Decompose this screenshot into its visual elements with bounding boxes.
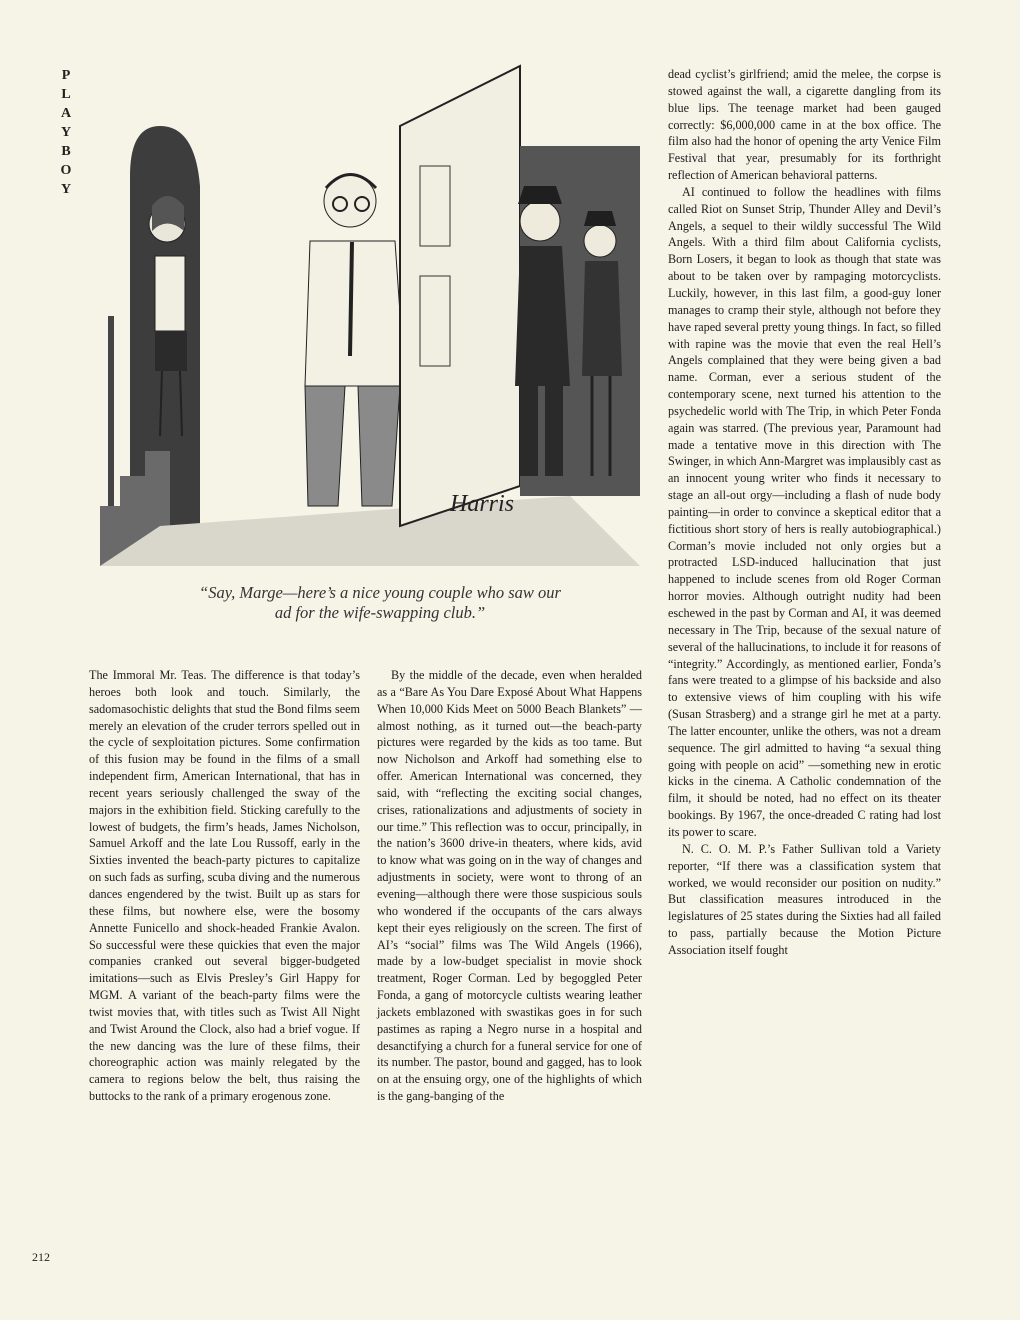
policeman-head (520, 201, 560, 241)
page-number: 212 (32, 1250, 50, 1264)
text-column-1 (89, 667, 360, 1105)
column-1-paragraph-1: The Immoral Mr. Teas. The difference is that today’s heroes both look and touch. Similarly, the sadomasochistic delights that stud the Bond films seem merely an elevation of the cruder terrors spelled out in the cycle of sexploitation pictures. Some confirmation of this fusion may be found in the films of a small independent firm, American International, that has in recent years seriously challenged the sway of the majors in the exhibition field. Sticking carefully to the lowest of budgets, the firm’s heads, James Nicholson, Samuel Arkoff and the late Lou Russoff, early in the Sixties invented the beach-party pictures to capitalize on such fads as surfing, scuba diving and the numerous dances engendered by the twist. Built up as stars for these films, but nowhere else, were the bosomy Annette Funicello and shock-headed Frankie Avalon. So successful were these quickies that even the major companies cranked out several bigger-budgeted imitations—such as Elvis Presley’s Girl Happy for MGM. A variant of the beach-party films were the twist movies that, with titles such as Twist All Night and Twist Around the Clock, also had a brief vogue. If the new dancing was the lure of these films, their choreographic action was mainly relegated by the camera to regions below the belt, thus raising the buttocks to the rank of a primary erogenous zone. (89, 668, 360, 1104)
caption-line-2: ad for the wife-swapping club.” (274, 603, 486, 622)
cartoon-illustration (100, 56, 640, 566)
text-column-3 (668, 66, 941, 959)
masthead: P L A Y B O Y (60, 68, 72, 197)
cartoon-signature: Harris (450, 491, 515, 517)
cartoon-caption (110, 583, 650, 623)
column-3-paragraph-1: dead cyclist’s girlfriend; amid the melee, the corpse is stowed against the wall, a cigarette dangling from its blue lips. The teenage market had been gauged correctly: $6,000,000 came in at the box office. The film also had the honor of opening the arty Venice Film Festival that year, presumably for its forthright reflection of American behavioral patterns. (668, 67, 941, 183)
column-2-paragraph-1: By the middle of the decade, even when heralded as a “Bare As You Dare Exposé About What Happens When 10,000 Kids Meet on 5000 Beach Blankets” —almost nothing, as it turned out—the beach-party pictures were regarded by the kids as too tame. But now Nicholson and Arkoff had something else to offer. American International was concerned, they said, with “reflecting the exciting social changes, crises, rationalizations and adjustments of society in our time.” This reflection was to occur, principally, in the nation’s 3600 drive-in theaters, where kids, avid to know what was going on in the way of changes and adjustments in society, were wont to throng of an evening—although there were those suspicious souls who wondered if the occupants of the cars always kept their eyes religiously on the screen. The first of AI’s “social” films was The Wild Angels (1966), made by a low-budget specialist in movie shock treatment, Roger Corman. Led by begoggled Peter Fonda, a gang of motorcycle cultists wearing leather jackets emblazoned with swastikas goes in for such pastimes as raping a Negro nurse in a hospital and desanctifying a church for a funeral service for one of its number. The pastor, bound and gagged, has to look on at the ensuing orgy, one of the highlights of which is the gang-banging of the (377, 668, 642, 1104)
policewoman-head (584, 225, 616, 257)
caption-line-1: “Say, Marge—here’s a nice young couple who saw our (199, 583, 561, 602)
text-column-2 (377, 667, 642, 1105)
column-3-paragraph-3: N. C. O. M. P.’s Father Sullivan told a Variety reporter, “If there was a classification system that worked, we would reconsider our position on nudity.” But classification measures introduced in the legislatures of 25 states during the Sixties had all failed to pass, partially because the Motion Picture Association itself fought (668, 841, 941, 957)
column-3-paragraph-2: AI continued to follow the headlines with films called Riot on Sunset Strip, Thunder Alley and Devil’s Angels, a sequel to their wildly successful The Wild Angels. With a third film about California cyclists, Born Losers, it began to look as though that state was about to be taken over by rampaging motorcyclists. Luckily, however, in this last film, a good-guy loner manages to cramp their style, although not before they have raped several pretty young things. In fact, so filled with rapine was the movie that even the real Hell’s Angels complained that they were being given a bad name. Corman, ever a serious student of the contemporary scene, next turned his attention to the psychedelic world with The Trip, in which Peter Fonda again was starred. (The previous year, Paramount had made a tentative move in this direction with The Swinger, in which Ann-Margret was implausibly cast as an innocent young writer who finds it necessary to stage an all-out orgy—including a flash of nude body painting—in order to convince a skeptical editor that a fictitious short story of hers is really autobiographical.) Corman’s movie included not only orgies but a protracted LSD-induced hallucination that just happened to include scenes from old Roger Corman horror movies. Although outright nudity had been eschewed in the past by Corman and AI, it was deemed necessary in The Trip, because of the sexual nature of several of the hallucinations, to include it for reasons of “integrity.” Accordingly, as mentioned earlier, Fonda’s fans were treated to a glimpse of his backside and also to extensive views of him coupling with his wife (Susan Strasberg) and a strange girl he met at a party. The latter encounter, unlike the others, was not a dream sequence. The girl admitted to having “a sexual thing going with people on acid” —something new in erotic kicks in the cinema. A Catholic condemnation of the film, it should be noted, had no effect on its theater bookings. By 1967, the once-dreaded C rating had lost its power to scare. (668, 184, 941, 839)
